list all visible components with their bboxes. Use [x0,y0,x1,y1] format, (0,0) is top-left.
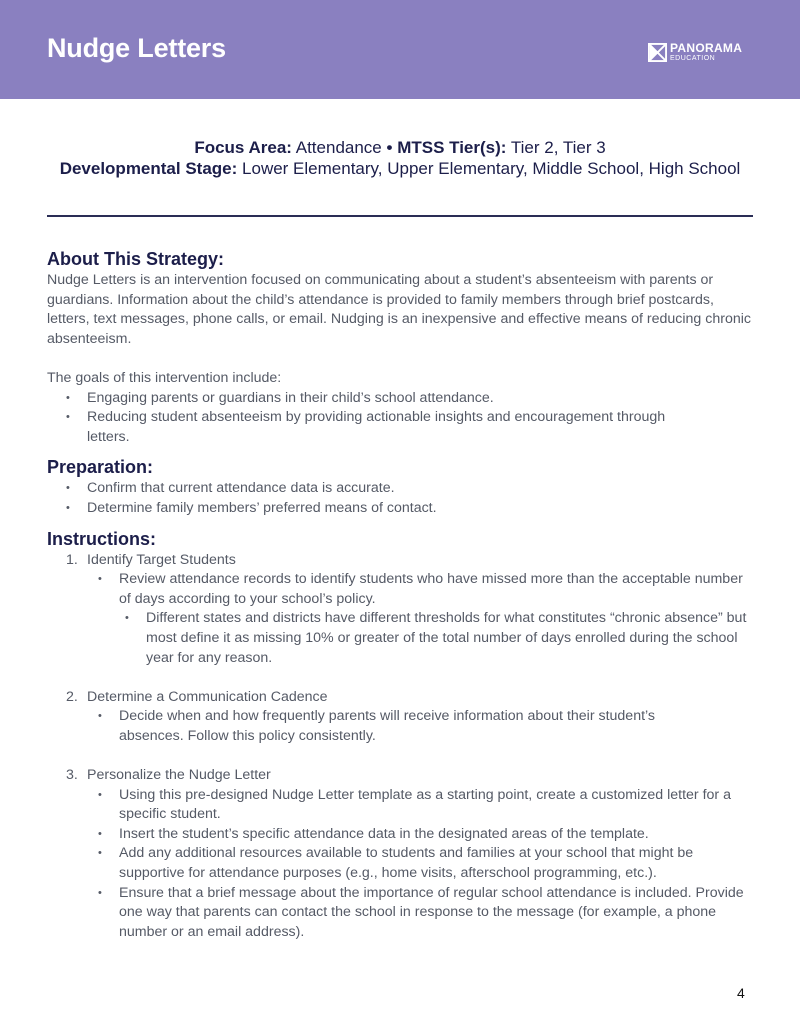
bullet-text: Review attendance records to identify students who have missed more than the acceptable number of days according to your school’s policy. [119,571,743,607]
focus-area-label: Focus Area: [194,138,292,157]
step-bullets [87,570,757,668]
list-item: • Decide when and how frequently parents will receive information about their student’s absences. Follow this policy consistently. [119,707,719,746]
brand-subtitle: EDUCATION [670,55,716,62]
step-sub-bullets [119,609,757,668]
instructions-list [47,551,757,943]
panorama-logo-icon [648,43,667,62]
step-number: 1. [66,551,78,568]
step-number: 2. [66,688,78,705]
list-item: • Reducing student absenteeism by providing actionable insights and encouragement through letters. [87,408,677,447]
list-item: • Ensure that a brief message about the importance of regular school attendance is included. Provide one way that parents can contact the school in response to the message (for example, a phone number or an email address). [119,884,757,943]
step-title: Identify Target Students [87,551,236,568]
step-title: Personalize the Nudge Letter [87,767,271,784]
instruction-step [66,688,757,766]
tier-label: MTSS Tier(s): [397,138,507,157]
list-item: • Add any additional resources available to students and families at your school that might be supportive for attendance purposes (e.g., home visits, afterschool programming, etc.). [119,844,757,883]
list-item: • Insert the student’s specific attendance data in the designated areas of the template. [119,825,757,845]
goals-list [47,389,757,448]
goals-intro: The goals of this intervention include: [47,369,282,386]
meta-separator: • [386,138,393,157]
focus-area-value: Attendance [295,138,382,157]
instructions-heading: Instructions: [47,528,157,549]
meta-line-focus [0,137,800,158]
brand-name: PANORAMA [670,41,743,55]
instruction-step [66,766,757,942]
list-item: • Confirm that current attendance data is accurate. [87,479,757,499]
list-item: • Different states and districts have different thresholds for what constitutes “chronic absence” but most define it as missing 10% or greater of the total number of days enrolled during the school year for any reason. [146,609,757,668]
step-bullets [87,707,757,746]
strategy-meta [0,137,800,179]
tier-value: Tier 2, Tier 3 [510,138,606,157]
step-bullets [87,786,757,943]
brand-logo [648,41,742,63]
section-divider [47,215,753,217]
preparation-heading: Preparation: [47,457,154,478]
instruction-step [66,551,757,688]
stage-value: Lower Elementary, Upper Elementary, Middle School, High School [242,159,741,178]
list-item: • Determine family members’ preferred means of contact. [87,499,757,519]
page-header [0,0,800,99]
document-body [47,247,757,942]
step-number: 3. [66,767,78,784]
list-item [119,570,757,668]
about-heading: About This Strategy: [47,249,225,269]
stage-label: Developmental Stage: [59,159,238,178]
list-item: • Engaging parents or guardians in their child’s school attendance. [87,389,757,409]
meta-line-stage [0,158,800,179]
list-item: • Using this pre-designed Nudge Letter template as a starting point, create a customized letter for a specific student. [119,786,757,825]
step-title: Determine a Communication Cadence [87,688,328,705]
preparation-list [47,479,757,518]
page-title: Nudge Letters [47,33,226,63]
about-paragraph: Nudge Letters is an intervention focused on communicating about a student’s absenteeism with parents or guardians. Information about the child’s attendance is provided to family members through brief postcards, letters, text messages, phone calls, or email. Nudging is an inexpensive and effective means of reducing chronic absenteeism. [47,272,751,347]
page-number: 4 [737,985,745,1001]
